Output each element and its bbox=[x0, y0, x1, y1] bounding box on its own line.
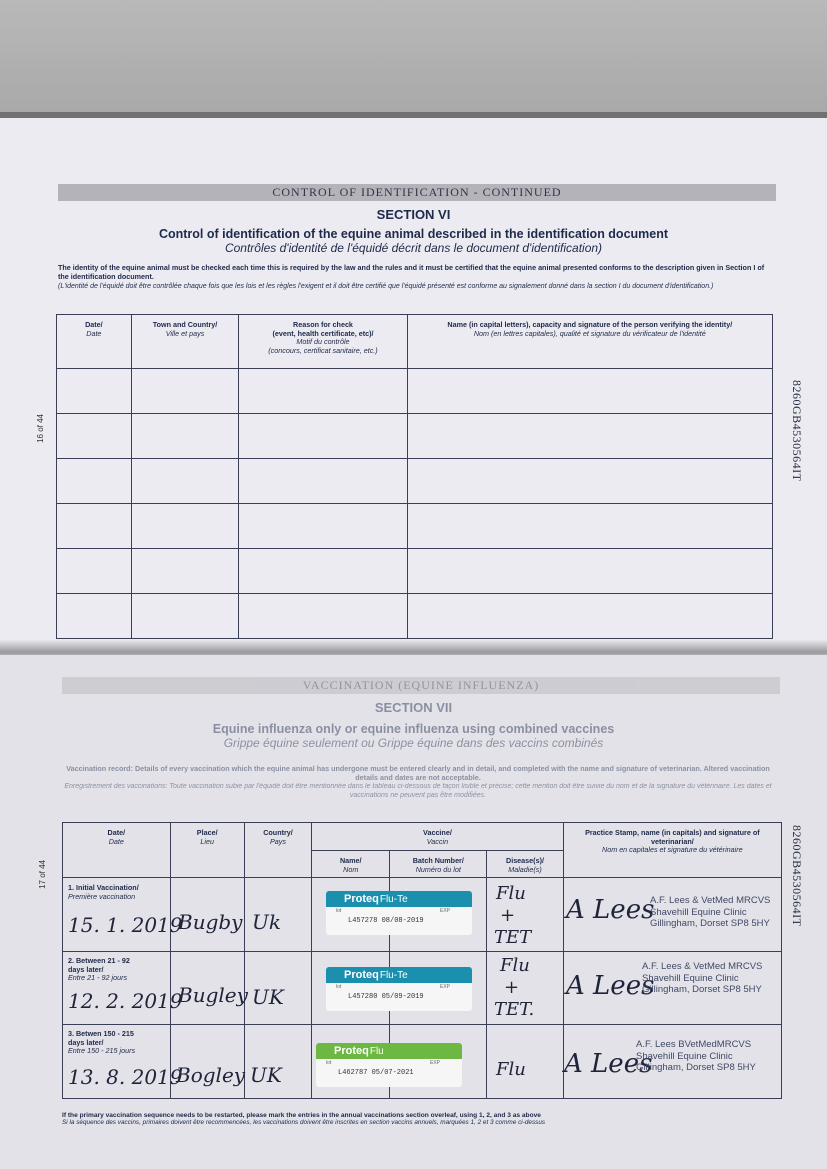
col-batch-number: Batch Number/ Numéro du lot bbox=[390, 851, 487, 878]
section-title-en: Equine influenza only or equine influenza using combined vaccines bbox=[212, 722, 615, 736]
instruction-text-en: The identity of the equine animal must be checked each time this is required by the law and the rules and it must be certified that the equine animal presented conforms to the description given in Section I of the identification document. bbox=[58, 263, 765, 281]
col-vaccine-name: Name/ Nom bbox=[312, 851, 390, 878]
table-header-row bbox=[57, 315, 773, 369]
practice-stamp: A.F. Lees & VetMed MRCVS Shavehill Equine Clinic Gillingham, Dorset SP8 5HY bbox=[642, 961, 763, 995]
batch-number: L457278 08/08-2019 bbox=[348, 917, 424, 925]
footer-note-en: If the primary vaccination sequence needs to be restarted, please mark the entries in the annual vaccinations section overleaf, using 1, 2, and 3 as above bbox=[62, 1112, 541, 1119]
col-place: Place/ Lieu bbox=[170, 823, 244, 878]
footer-note-fr: Si la séquence des vaccins, primaires doivent être recommencées, les vaccinations doivent être inscrites en section vaccins annuels, marquées 1, 2 et 3 comme ci-dessus bbox=[62, 1119, 546, 1126]
col-country: Country/ Pays bbox=[244, 823, 311, 878]
instruction-text-fr: (L'identité de l'équidé doit être contrôlée chaque fois que les lois et les règles l'exigent et il doit être certifié que l'équidé présenté est conforme au signalement donné dans la section I du document d'identification.) bbox=[58, 283, 714, 290]
page-number: 17 of 44 bbox=[38, 860, 47, 889]
vaccine-sticker: Proteq Flu lot EXP L462787 05/07-2021 bbox=[316, 1043, 462, 1087]
col-verifier-name: Name (in capital letters), capacity and signature of the person verifying the identity/ Nom (en lettres capitales), qualité et signature du vérificateur de l'identité bbox=[407, 315, 772, 369]
vet-signature: A Lees bbox=[564, 1049, 653, 1079]
section-title-fr: Contrôles d'identité de l'équidé décrit dans le document d'identification) bbox=[224, 241, 603, 255]
passport-page-17 bbox=[0, 655, 827, 1169]
disease-line-3: TET bbox=[494, 927, 532, 948]
passport-id-number: 8260GB4530564IT bbox=[790, 825, 804, 927]
row-label: 3. Betwen 150 - 215 days later/ Entre 150 - 215 jours bbox=[68, 1029, 136, 1055]
cell-date[interactable] bbox=[57, 594, 132, 639]
cell-reason[interactable] bbox=[239, 369, 407, 414]
cell-reason[interactable] bbox=[239, 594, 407, 639]
col-date: Date/ Date bbox=[63, 823, 171, 878]
vaccine-sticker: Proteq Flu-Te lot EXP L457280 05/09-2019 bbox=[326, 967, 472, 1011]
vaccination-country: UK bbox=[252, 985, 284, 1009]
cell-verifier[interactable] bbox=[407, 549, 772, 594]
disease-line-1: Flu bbox=[496, 1059, 526, 1080]
table-row bbox=[57, 504, 773, 549]
cell-reason[interactable] bbox=[239, 459, 407, 504]
practice-stamp: A.F. Lees & VetMed MRCVS Shavehill Equine Clinic Gillingham, Dorset SP8 5HY bbox=[650, 895, 771, 929]
vaccination-date: 12. 2. 2019 bbox=[68, 989, 183, 1013]
passport-id-number: 8260GB4530564IT bbox=[790, 380, 804, 482]
section-band bbox=[58, 184, 776, 201]
disease-line-1: Flu bbox=[500, 955, 530, 976]
instruction-text-en: Vaccination record: Details of every vaccination which the equine animal has undergone must be entered clearly and in detail, and completed with the name and signature of veterinarian. Altered vaccination details and dates are not acceptable. bbox=[66, 764, 770, 782]
sticker-band: Proteq Flu bbox=[316, 1043, 462, 1059]
col-date: Date/ Date bbox=[57, 315, 132, 369]
cell-date[interactable] bbox=[57, 369, 132, 414]
batch-number: L462787 05/07-2021 bbox=[338, 1069, 414, 1077]
cell-date[interactable] bbox=[57, 549, 132, 594]
col-town-country: Town and Country/ Ville et pays bbox=[131, 315, 239, 369]
row-label: 2. Between 21 - 92 days later/ Entre 21 - 92 jours bbox=[68, 956, 130, 982]
batch-number: L457280 05/09-2019 bbox=[348, 993, 424, 1001]
cell-town[interactable] bbox=[131, 369, 239, 414]
cell-reason[interactable] bbox=[239, 504, 407, 549]
vaccination-place: Bugley bbox=[178, 983, 248, 1007]
vaccination-place: Bugby bbox=[178, 910, 243, 934]
sticker-band: Proteq Flu-Te bbox=[326, 891, 472, 907]
section-heading: SECTION VI bbox=[376, 207, 451, 222]
section-heading: SECTION VII bbox=[374, 700, 453, 715]
band-title: CONTROL OF IDENTIFICATION - CONTINUED bbox=[272, 185, 562, 199]
cell-town[interactable] bbox=[131, 549, 239, 594]
vaccination-place: Bogley bbox=[176, 1063, 246, 1087]
col-reason: Reason for check (event, health certificate, etc)/ Motif du contrôle (concours, certificat sanitaire, etc.) bbox=[239, 315, 407, 369]
cell-town[interactable] bbox=[131, 459, 239, 504]
sticker-band: Proteq Flu-Te bbox=[326, 967, 472, 983]
cell-town[interactable] bbox=[131, 414, 239, 459]
table-row bbox=[57, 459, 773, 504]
background-surface bbox=[0, 0, 827, 112]
disease-line-2: + bbox=[504, 977, 520, 998]
disease-line-3: TET. bbox=[494, 999, 535, 1020]
band-title: VACCINATION (EQUINE INFLUENZA) bbox=[302, 678, 540, 692]
table-row bbox=[57, 414, 773, 459]
cell-date[interactable] bbox=[57, 414, 132, 459]
section-title-en: Control of identification of the equine animal described in the identification document bbox=[158, 227, 669, 241]
vaccination-country: UK bbox=[250, 1063, 282, 1087]
cell-reason[interactable] bbox=[239, 414, 407, 459]
cell-town[interactable] bbox=[131, 504, 239, 549]
cell-date[interactable] bbox=[57, 459, 132, 504]
vaccination-country: Uk bbox=[252, 910, 281, 934]
cell-verifier[interactable] bbox=[407, 369, 772, 414]
cell-verifier[interactable] bbox=[407, 459, 772, 504]
vet-signature: A Lees bbox=[566, 971, 655, 1001]
cell-verifier[interactable] bbox=[407, 414, 772, 459]
cell-town[interactable] bbox=[131, 594, 239, 639]
disease-line-2: + bbox=[500, 905, 516, 926]
row-label: 1. Initial Vaccination/ Première vaccination bbox=[68, 883, 139, 901]
cell-verifier[interactable] bbox=[407, 504, 772, 549]
disease-line-1: Flu bbox=[496, 883, 526, 904]
passport-page-16 bbox=[0, 118, 827, 646]
col-disease: Disease(s)/ Maladie(s) bbox=[487, 851, 563, 878]
vaccine-sticker: Proteq Flu-Te lot EXP L457278 08/08-2019 bbox=[326, 891, 472, 935]
cell-date[interactable] bbox=[57, 504, 132, 549]
instruction-text-fr: Enregistrement des vaccinations: Toute vaccination subie par l'équidé doit être mentionnée dans le tableau ci-dessous de façon lisible et précise; cette mention doit être suivie du nom et de la signature du vétérinaire. Les dates et vaccinations ne peuvent pas être modifiées. bbox=[64, 783, 772, 799]
col-vaccine: Vaccine/ Vaccin bbox=[312, 823, 563, 851]
vaccination-date: 15. 1. 2019 bbox=[68, 913, 183, 937]
vet-signature: A Lees bbox=[566, 895, 655, 925]
page-number: 16 of 44 bbox=[36, 414, 45, 443]
section-title-fr: Grippe équine seulement ou Grippe équine dans des vaccins combinés bbox=[223, 736, 604, 750]
vaccination-date: 13. 8. 2019 bbox=[68, 1065, 183, 1089]
table-row bbox=[57, 369, 773, 414]
table-row bbox=[57, 594, 773, 639]
cell-reason[interactable] bbox=[239, 549, 407, 594]
table-header-row bbox=[63, 823, 782, 851]
practice-stamp: A.F. Lees BVetMedMRCVS Shavehill Equine Clinic Gillingham, Dorset SP8 5HY bbox=[636, 1039, 756, 1073]
col-practice-stamp: Practice Stamp, name (in capitals) and signature of veterinarian/ Nom en capitales et signature du vétérinaire bbox=[563, 823, 781, 878]
section-band bbox=[62, 677, 780, 694]
cell-verifier[interactable] bbox=[407, 594, 772, 639]
table-row bbox=[57, 549, 773, 594]
identification-check-table bbox=[56, 314, 773, 639]
